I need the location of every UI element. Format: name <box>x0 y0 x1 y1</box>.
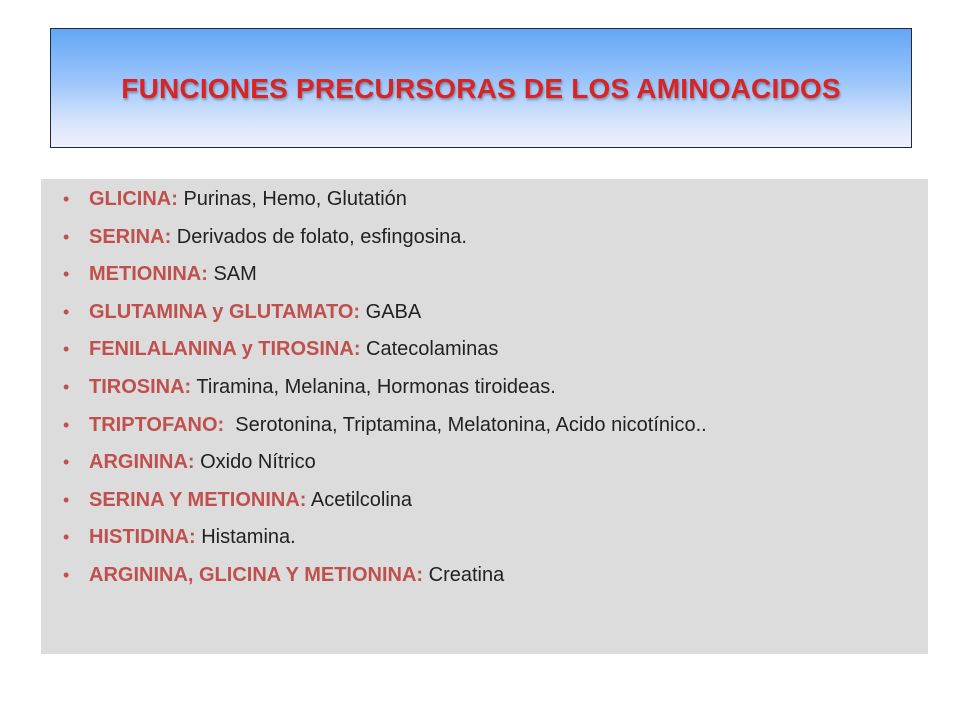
bullet-icon: • <box>63 527 70 548</box>
item-text: Oxido Nítrico <box>194 451 316 474</box>
bullet-icon: • <box>63 189 70 209</box>
bullet-icon: • <box>63 264 70 285</box>
list-item-tirosina <box>41 372 928 410</box>
item-label: SERINA: <box>89 225 172 248</box>
item-text: Catecolaminas <box>360 338 499 361</box>
item-label: METIONINA: <box>89 263 208 286</box>
item-text: Histamina. <box>195 526 296 549</box>
bullet-icon: • <box>63 489 70 510</box>
list-item-glutamina-glutamato <box>41 297 928 335</box>
bullet-icon: • <box>63 339 70 360</box>
list-item-arginina-glicina-metionina <box>41 560 928 598</box>
item-label: TRIPTOFANO: <box>89 413 225 436</box>
bullet-icon: • <box>63 226 70 247</box>
list-item-glicina <box>41 184 928 222</box>
item-label: ARGININA: <box>89 451 195 474</box>
item-text: Creatina <box>423 563 505 586</box>
item-text: Acetilcolina <box>306 488 413 511</box>
list-item-serina-metionina <box>41 485 928 523</box>
item-label: GLUTAMINA y GLUTAMATO: <box>89 300 361 323</box>
precursor-list <box>41 184 928 598</box>
item-text: Tiramina, Melanina, Hormonas tiroideas. <box>191 375 556 398</box>
bullet-icon: • <box>63 414 70 435</box>
slide-title: FUNCIONES PRECURSORAS DE LOS AMINOACIDOS <box>121 73 841 104</box>
bullet-icon: • <box>63 564 70 585</box>
item-label: SERINA Y METIONINA: <box>89 488 307 511</box>
title-banner <box>50 28 912 148</box>
item-text: Derivados de folato, esfingosina. <box>171 225 467 248</box>
item-label: FENILALANINA y TIROSINA: <box>89 338 361 361</box>
list-item-fenilalanina-tirosina <box>41 334 928 372</box>
list-item-serina <box>41 222 928 260</box>
item-text: GABA <box>360 300 422 323</box>
item-text: Serotonina, Triptamina, Melatonina, Acido nicotínico.. <box>224 413 707 436</box>
item-label: GLICINA: <box>89 188 178 210</box>
item-label: HISTIDINA: <box>89 526 196 549</box>
item-label: TIROSINA: <box>89 375 192 398</box>
bullet-icon: • <box>63 376 70 397</box>
bullet-icon: • <box>63 301 70 322</box>
item-text: SAM <box>207 263 257 286</box>
bullet-icon: • <box>63 452 70 473</box>
list-item-arginina <box>41 447 928 485</box>
item-label: ARGININA, GLICINA Y METIONINA: <box>89 563 424 586</box>
list-item-triptofano <box>41 410 928 448</box>
list-item-metionina <box>41 259 928 297</box>
item-text: Purinas, Hemo, Glutatión <box>177 188 407 210</box>
list-item-histidina <box>41 522 928 560</box>
content-panel <box>41 179 928 654</box>
